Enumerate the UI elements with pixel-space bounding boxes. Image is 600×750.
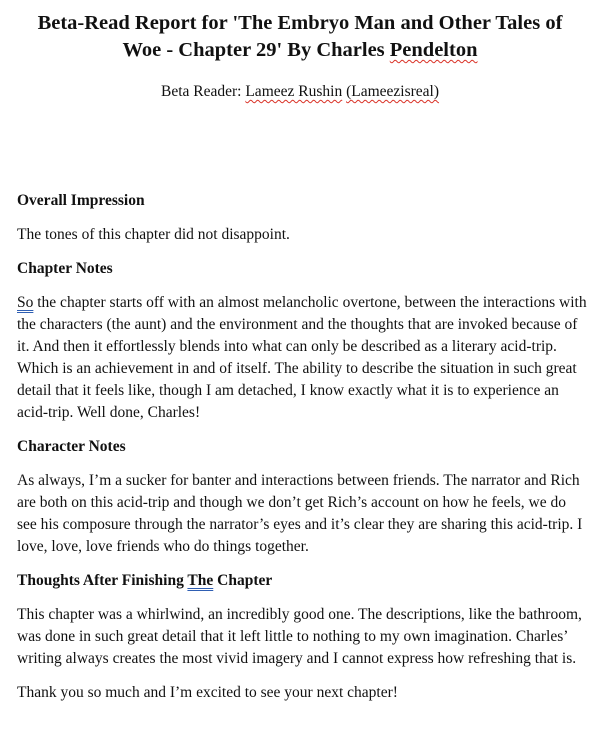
title-line-1: Beta-Read Report for 'The Embryo Man and Other Tales of — [37, 12, 563, 34]
beta-reader-name: Lameez Rushin — [245, 83, 343, 100]
beta-reader-label: Beta Reader: — [160, 83, 246, 100]
report-title — [0, 10, 600, 64]
thoughts-heading — [17, 570, 587, 592]
thoughts-text: This chapter was a whirlwind, an incredibly good one. The descriptions, like the bathroom, was done in such great detail that it left little to nothing to my own imagination. Charles’ writing always creates the most vivid imagery and I cannot express how refreshing that is. — [17, 606, 582, 667]
grammar-flagged-word: So — [17, 294, 34, 311]
chapter-notes-heading: Chapter Notes — [17, 260, 113, 277]
overall-impression-heading: Overall Impression — [17, 192, 145, 209]
chapter-notes-text — [17, 292, 587, 424]
thoughts-heading-end: Chapter — [213, 572, 273, 589]
character-notes-text: As always, I’m a sucker for banter and interactions between friends. The narrator and Rich are both on this acid-trip and though we don’t get Rich’s account on how he feels, we do see his composure through the narrator’s eyes and it’s clear they are sharing this acid-trip. I love, love, love friends who do things together. — [17, 472, 583, 555]
beta-reader-handle: (Lameezisreal) — [346, 83, 440, 100]
closing-text: Thank you so much and I’m excited to see your next chapter! — [17, 684, 398, 701]
beta-reader-line — [0, 82, 600, 102]
author-surname-misspelled: Pendelton — [389, 39, 478, 61]
thoughts-heading-start: Thoughts After Finishing — [17, 572, 188, 589]
overall-impression-text: The tones of this chapter did not disappoint. — [17, 226, 290, 243]
chapter-notes-body: the chapter starts off with an almost melancholic overtone, between the interactions with the characters (the aunt) and the environment and the thoughts that are invoked because of it. And then it effortlessly blends into what can only be described as a literary acid-trip. Which is an achievement in and of itself. The ability to describe the situation in such great detail that it feels like, though I am detached, I know exactly what it is to experience an acid-trip. Well done, Charles! — [17, 294, 587, 421]
character-notes-heading: Character Notes — [17, 438, 126, 455]
grammar-flagged-the: The — [187, 572, 214, 589]
report-body — [17, 190, 587, 716]
title-line-2: Woe - Chapter 29' By Charles — [122, 39, 390, 61]
